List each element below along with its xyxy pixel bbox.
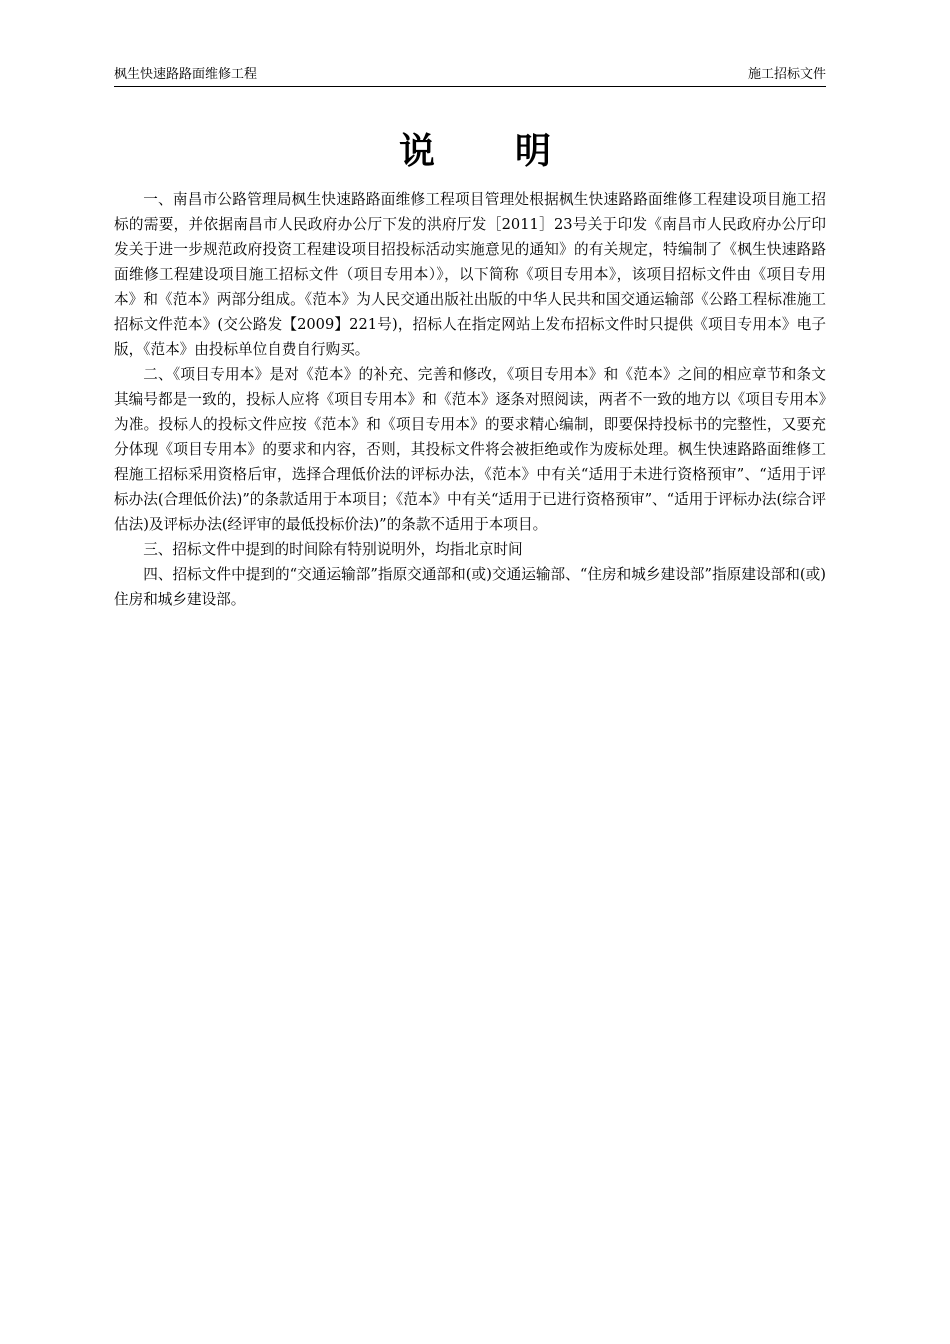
document-body xyxy=(114,187,826,612)
page-header xyxy=(114,66,826,87)
page-title: 说明 xyxy=(398,131,631,172)
header-project-name: 枫生快速路路面维修工程 xyxy=(114,67,258,82)
paragraph: 三、招标文件中提到的时间除有特别说明外，均指北京时间 xyxy=(143,541,523,558)
header-document-type: 施工招标文件 xyxy=(747,67,826,82)
paragraph: 一、南昌市公路管理局枫生快速路路面维修工程项目管理处根据枫生快速路路面维修工程建设项目施工招标的需要，并依据南昌市人民政府办公厅下发的洪府厅发［2011］23号关于印发《南昌市人民政府办公厅印发关于进一步规范政府投资工程建设项目招投标活动实施意见的通知》的有关规定，特编制了《枫生快速路路面维修工程建设项目施工招标文件（项目专用本）》，以下简称《项目专用本》，该项目招标文件由《项目专用本》和《范本》两部分组成。《范本》为人民交通出版社出版的中华人民共和国交通运输部《公路工程标准施工招标文件范本》(交公路发【2009】221号)，招标人在指定网站上发布招标文件时只提供《项目专用本》电子版，《范本》由投标单位自费自行购买。 xyxy=(114,191,826,358)
paragraph: 二、《项目专用本》是对《范本》的补充、完善和修改，《项目专用本》和《范本》之间的相应章节和条文其编号都是一致的，投标人应将《项目专用本》和《范本》逐条对照阅读，两者不一致的地方以《项目专用本》为准。投标人的投标文件应按《范本》和《项目专用本》的要求精心编制，即要保持投标书的完整性，又要充分体现《项目专用本》的要求和内容，否则，其投标文件将会被拒绝或作为废标处理。枫生快速路路面维修工程施工招标采用资格后审，选择合理低价法的评标办法，《范本》中有关“适用于未进行资格预审”、“适用于评标办法(合理低价法)”的条款适用于本项目；《范本》中有关“适用于已进行资格预审”、“适用于评标办法(综合评估法)及评标办法(经评审的最低投标价法)”的条款不适用于本项目。 xyxy=(114,366,826,533)
paragraph: 四、招标文件中提到的“交通运输部”指原交通部和(或)交通运输部、“住房和城乡建设部”指原建设部和(或)住房和城乡建设部。 xyxy=(114,566,826,608)
